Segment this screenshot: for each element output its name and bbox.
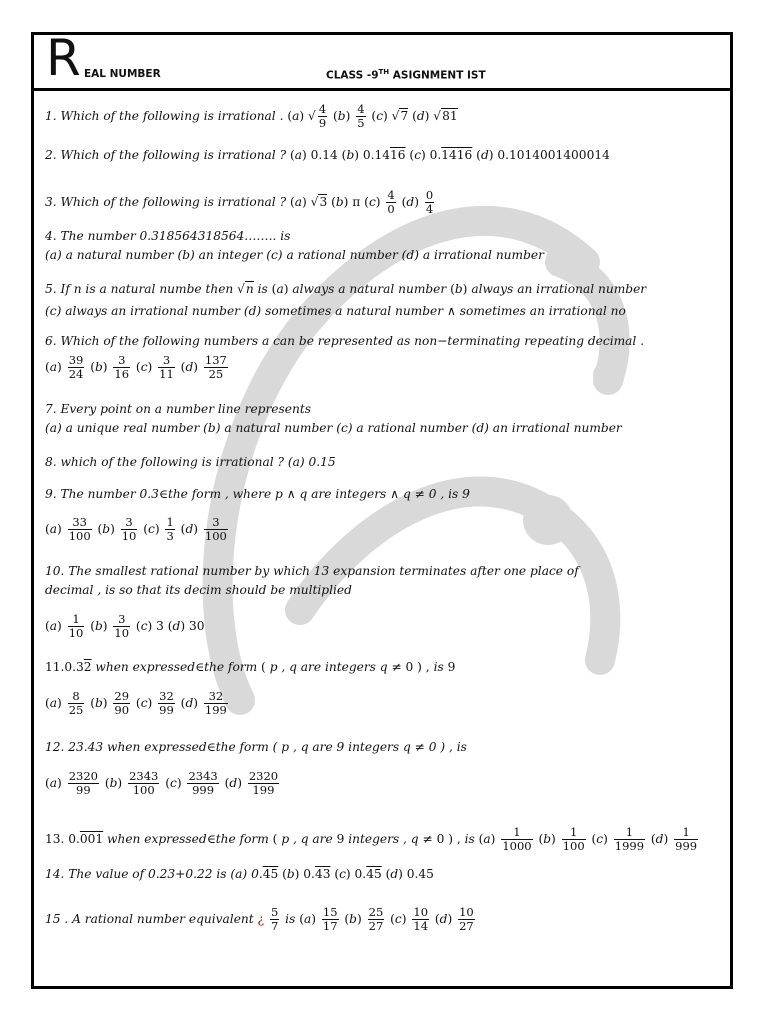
question-2: 2. Which of the following is irrational ? (a) 0.14 (b) 0.1416 (c) 0.1416 (d) 0.1014001400014: [45, 148, 610, 162]
question-10-line2: decimal , is so that its decim should be multiplied: [45, 583, 352, 597]
question-7: 7. Every point on a number line represents: [45, 402, 311, 416]
question-1: 1. Which of the following is irrational . (a) √ $\frac{4}{9}$ (b) $\frac{4}{5}$ (c) √7 (d) √81: [45, 102, 458, 130]
question-5-options: (c) always an irrational number (d) sometimes a natural number ∧ sometimes an irrational no: [45, 304, 626, 318]
question-9-options: (a) $\frac{33}{100}$ (b) $\frac{3}{10}$ (c) $\frac{1}{3}$ (d) $\frac{3}{100}$: [45, 515, 227, 543]
question-6-options: (a) $\frac{39}{24}$ (b) $\frac{3}{16}$ (c) $\frac{3}{11}$ (d) $\frac{137}{25}$: [45, 353, 227, 381]
question-11-options: (a) $\frac{8}{25}$ (b) $\frac{29}{90}$ (c) $\frac{32}{99}$ (d) $\frac{32}{199}$: [45, 689, 227, 717]
title-initial: R: [46, 29, 81, 87]
header: [34, 29, 730, 91]
title: EAL NUMBER: [84, 68, 161, 80]
question-12: 12. 23.43 when expressed∈the form ( p , q are 9 integers q ≠ 0 ) , is: [45, 740, 467, 754]
question-15: 15 . A rational number equivalent ¿ $\frac{5}{7}$ is (a) $\frac{15}{17}$ (b) $\frac{25}{27}$ (c) $\frac{10}{14}$ (d) $\frac{10}{27}$: [45, 905, 474, 933]
question-10: 10. The smallest rational number by which 13 expansion terminates after one place of: [45, 564, 579, 578]
question-4: 4. The number 0.318564318564…….. is: [45, 229, 291, 243]
question-4-options: (a) a natural number (b) an integer (c) a rational number (d) a irrational number: [45, 248, 544, 262]
question-3: 3. Which of the following is irrational ? (a) √3 (b) π (c) $\frac{4}{0}$ (d) $\frac{0}{4}$: [45, 188, 434, 216]
question-12-options: (a) $\frac{2320}{99}$ (b) $\frac{2343}{100}$ (c) $\frac{2343}{999}$ (d) $\frac{2320}{199}$: [45, 769, 279, 797]
question-9: 9. The number 0.3∈the form , where p ∧ q are integers ∧ q ≠ 0 , is 9: [45, 487, 470, 501]
question-7-options: (a) a unique real number (b) a natural number (c) a rational number (d) an irrational number: [45, 421, 622, 435]
question-14: 14. The value of 0.23+0.22 is (a) 0.45 (b) 0.43 (c) 0.45 (d) 0.45: [45, 867, 434, 881]
question-13: 13. 0.001 when expressed∈the form ( p , q are 9 integers , q ≠ 0 ) , is (a) $\frac{1}{1000}$ (b) $\frac{1}{100}$ (c) $\frac{1}{1999}$ (d) $\frac{1}{999}$: [45, 825, 698, 853]
class-label: CLASS -9TH ASIGNMENT IST: [326, 68, 486, 82]
question-6: 6. Which of the following numbers a can be represented as non−terminating repeating decimal .: [45, 334, 645, 348]
question-10-options: (a) $\frac{1}{10}$ (b) $\frac{3}{10}$ (c) 3 (d) 30: [45, 612, 205, 640]
question-5: 5. If n is a natural numbe then √n is (a) always a natural number (b) always an irrational number: [45, 282, 647, 296]
question-8: 8. which of the following is irrational ? (a) 0.15: [45, 455, 336, 469]
question-11: 11.0.32 when expressed∈the form ( p , q are integers q ≠ 0 ) , is 9: [45, 660, 456, 674]
